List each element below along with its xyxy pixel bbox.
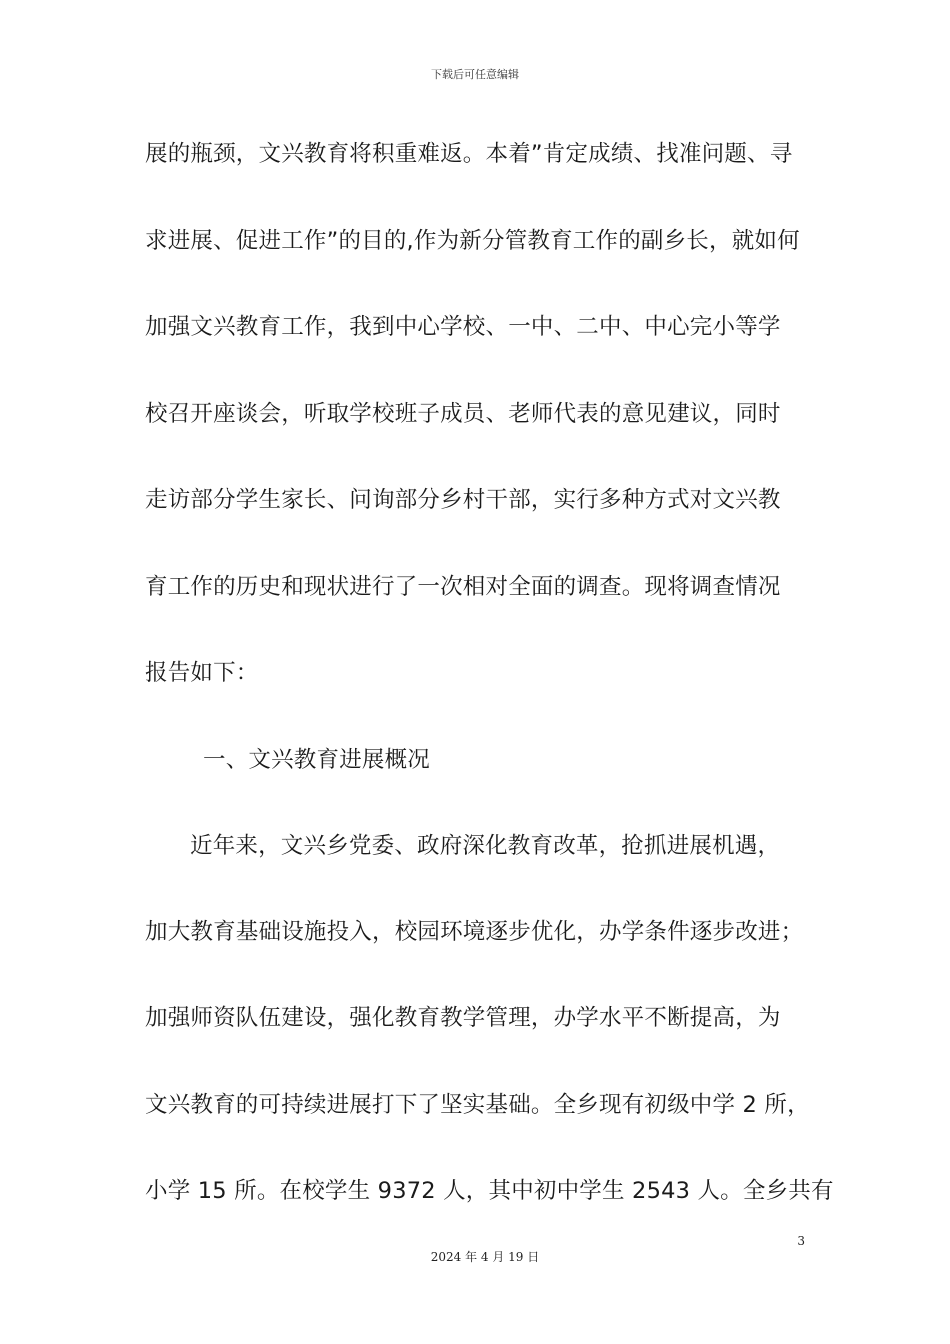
body-line: 报告如下： xyxy=(145,660,259,686)
document-body xyxy=(145,132,834,1256)
body-line: 加大教育基础设施投入，校园环境逐步优化，办学条件逐步改进； xyxy=(145,918,804,945)
body-line: 展的瓶颈，文兴教育将积重难返。本着”肯定成绩、找准问题、寻 xyxy=(145,141,793,167)
paragraph-first-line: 近年来，文兴乡党委、政府深化教育改革，抢抓进展机遇， xyxy=(190,832,781,859)
body-line: 走访部分学生家长、问询部分乡村干部，实行多种方式对文兴教 xyxy=(145,487,781,513)
body-line: 加强文兴教育工作，我到中心学校、一中、二中、中心完小等学 xyxy=(145,314,781,340)
body-line: 校召开座谈会，听取学校班子成员、老师代表的意见建议，同时 xyxy=(145,400,781,427)
page-number: 3 xyxy=(797,1234,805,1248)
body-line: 文兴教育的可持续进展打下了坚实基础。全乡现有初级中学 2 所， xyxy=(145,1091,810,1118)
page-footer-date: 2024 年 4 月 19 日 xyxy=(430,1250,540,1264)
page-header: 下载后可任意编辑 xyxy=(431,68,519,81)
body-line: 育工作的历史和现状进行了一次相对全面的调查。现将调查情况 xyxy=(145,573,781,600)
body-line: 求进展、促进工作”的目的,作为新分管教育工作的副乡长，就如何 xyxy=(145,227,800,254)
body-line: 小学 15 所。在校学生 9372 人，其中初中学生 2543 人。全乡共有 xyxy=(145,1178,834,1204)
body-line: 加强师资队伍建设，强化教育教学管理，办学水平不断提高，为 xyxy=(145,1005,781,1031)
section-heading: 一、文兴教育进展概况 xyxy=(203,746,431,773)
